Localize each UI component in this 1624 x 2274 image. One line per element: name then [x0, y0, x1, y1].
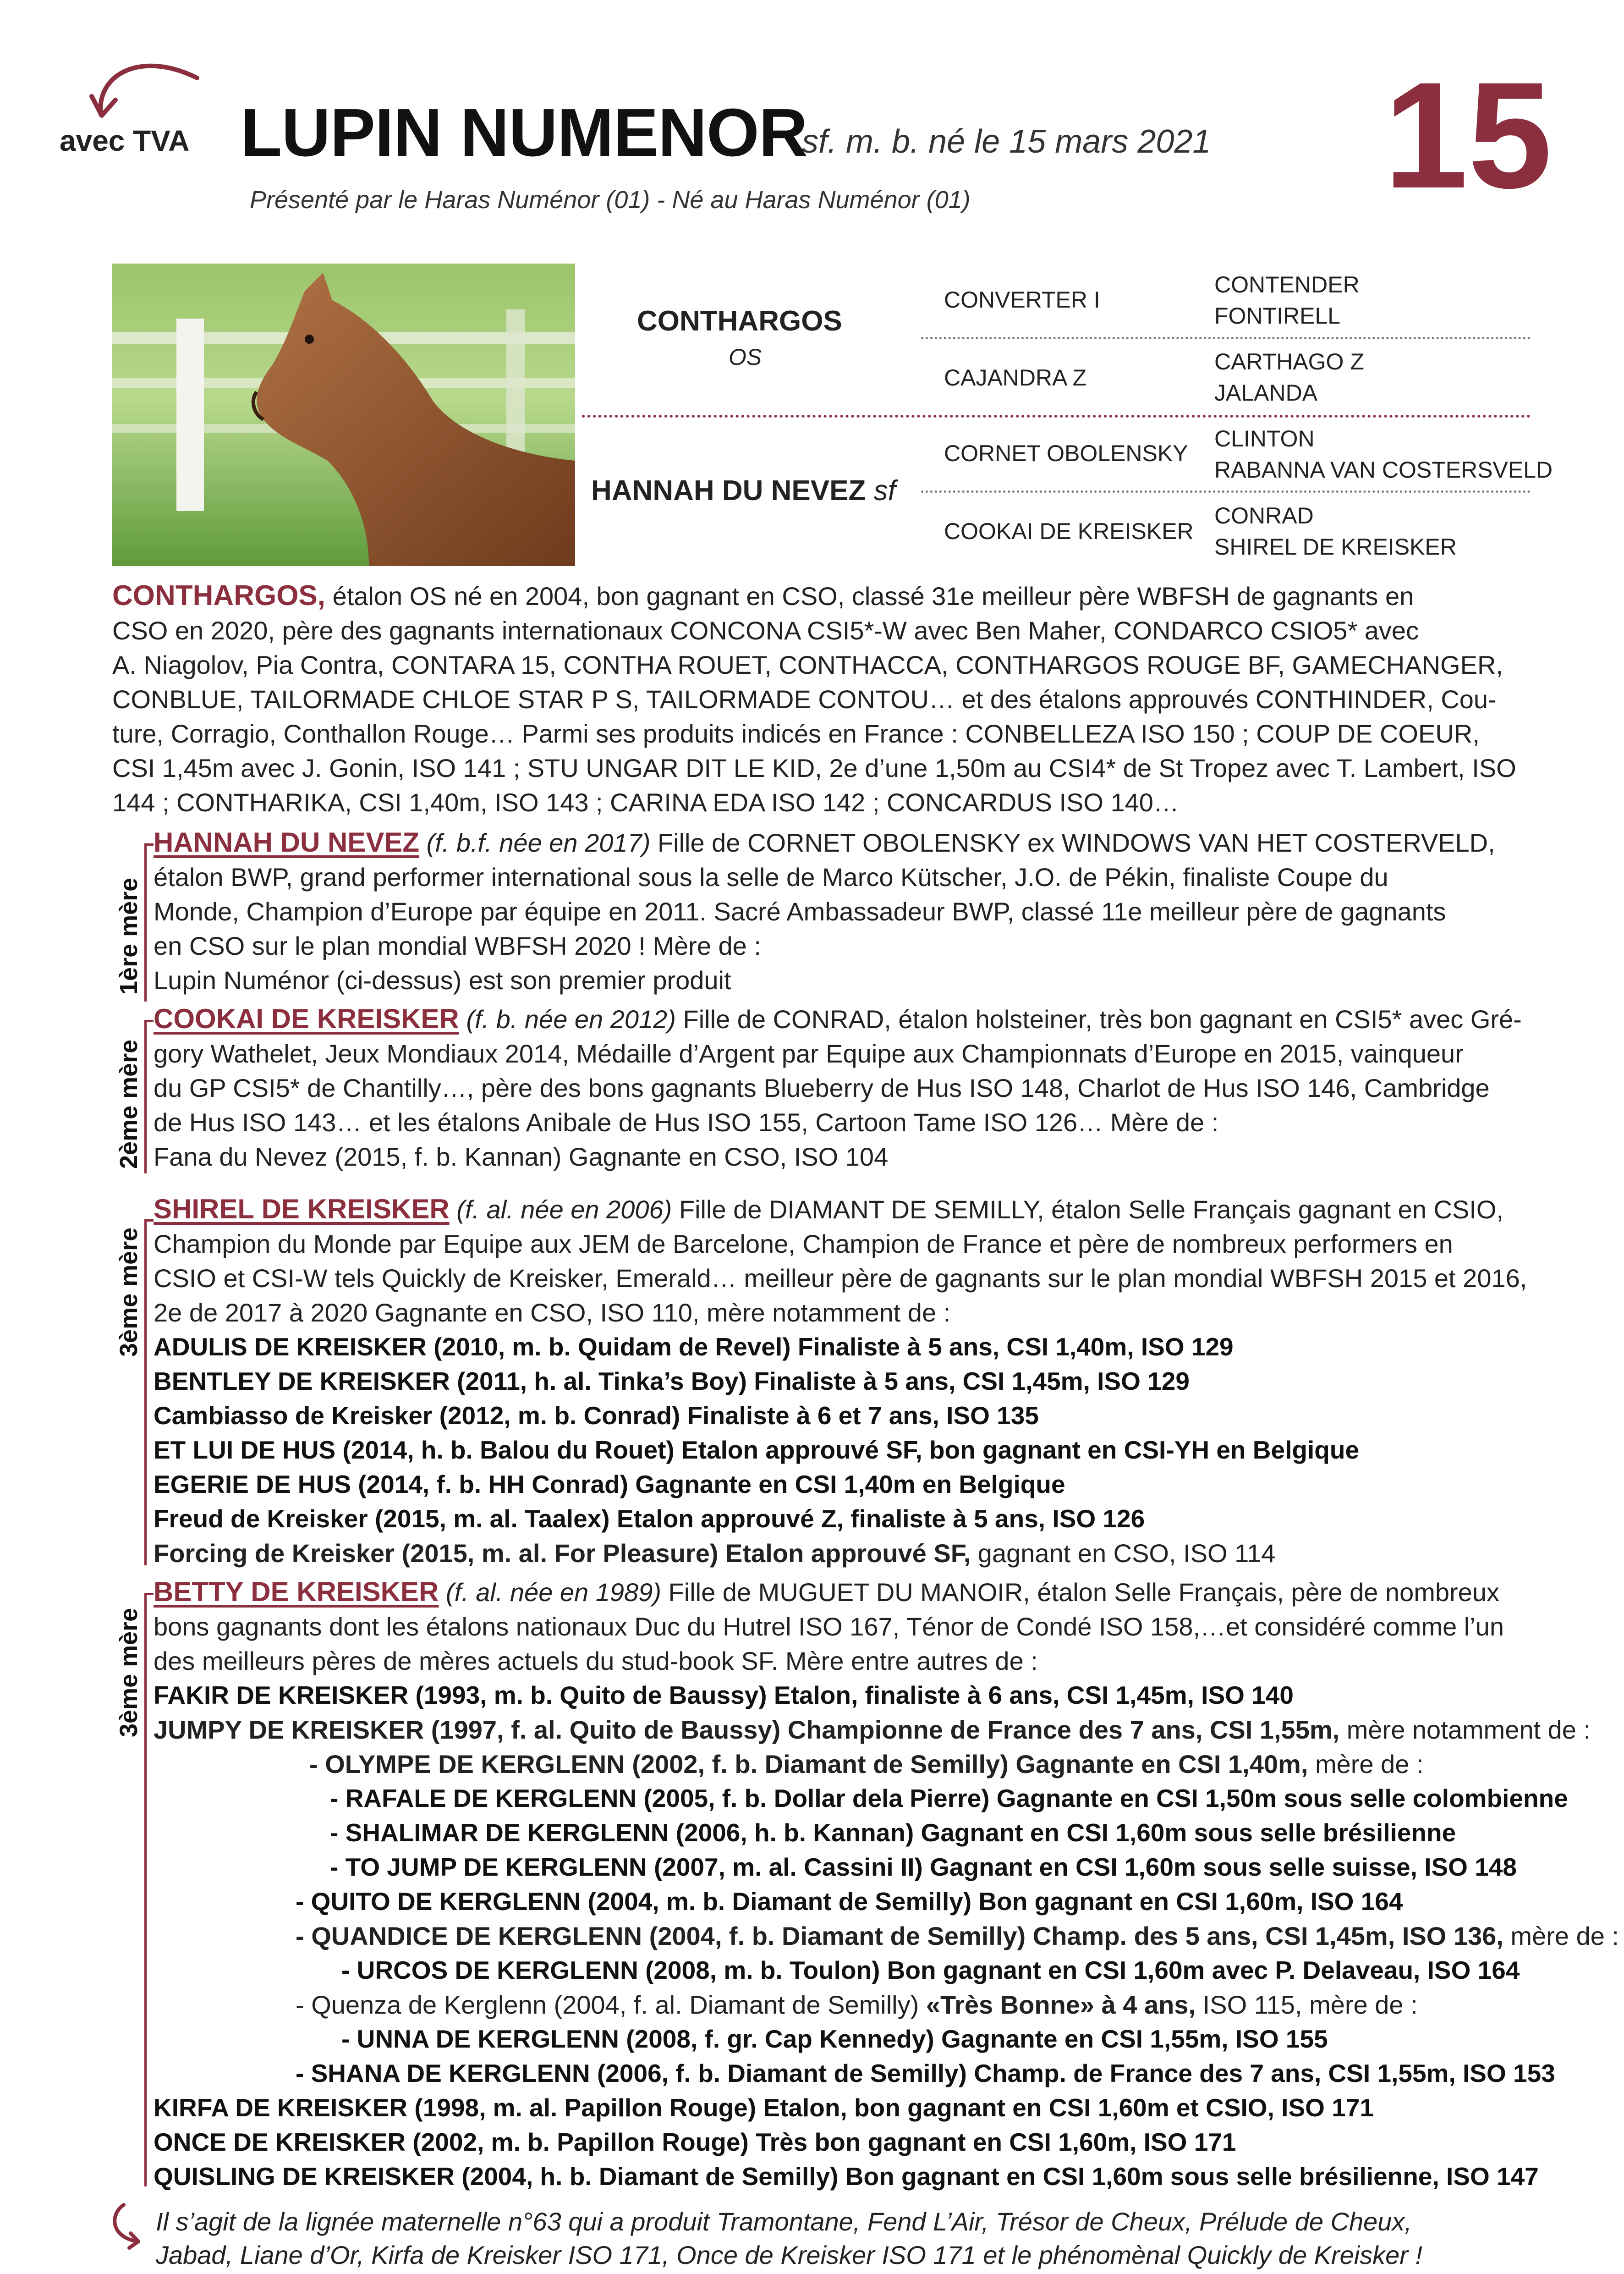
pedigree-gen2-4: COOKAI DE KREISKER [944, 518, 1194, 544]
progeny-line: - QUITO DE KERGLENN (2004, m. b. Diamant de Semilly) Bon gagnant en CSI 1,60m, ISO 164 [296, 1887, 1403, 1916]
text-line: CSO en 2020, père des gagnants internationaux CONCONA CSI5*-W avec Ben Maher, CONDARCO CSIO5* avec [112, 616, 1419, 645]
progeny-line: QUISLING DE KREISKER (2004, h. b. Diamant de Semilly) Bon gagnant en CSI 1,60m sous selle brésilienne, ISO 147 [154, 2162, 1539, 2191]
text-line: 2e de 2017 à 2020 Gagnante en CSO, ISO 110, mère notamment de : [154, 1298, 951, 1327]
pedigree-sire: CONTHARGOS [637, 305, 842, 337]
text-line: bons gagnants dont les étalons nationaux Duc du Hutrel ISO 167, Ténor de Condé ISO 158,…et considéré comme l’un [154, 1612, 1504, 1641]
section-bracket [144, 843, 154, 1002]
section-bracket [144, 1020, 154, 1173]
text-line: étalon BWP, grand performer international sous la selle de Marco Kütscher, J.O. de Pékin, finaliste Coupe du [154, 863, 1388, 892]
progeny-line [154, 1988, 1537, 2022]
progeny-line: BENTLEY DE KREISKER (2011, h. al. Tinka’s Boy) Finaliste à 5 ans, CSI 1,45m, ISO 129 [154, 1367, 1190, 1395]
dam2-paragraph [154, 1002, 1537, 1174]
text-line: CSI 1,45m avec J. Gonin, ISO 141 ; STU UNGAR DIT LE KID, 2e d’une 1,50m au CSI4* de St Tropez avec T. Lambert, ISO [112, 754, 1516, 782]
dam1-heading: HANNAH DU NEVEZ [154, 827, 420, 858]
dam4-paragraph [154, 1575, 1619, 2194]
progeny-bold: JUMPY DE KREISKER (1997, f. al. Quito de Baussy) Championne de France des 7 ans, CSI 1,55m, [154, 1715, 1340, 1744]
dam2-heading: COOKAI DE KREISKER [154, 1003, 459, 1034]
text-line [112, 578, 1537, 613]
text-line [154, 1002, 1537, 1036]
progeny-bold: Forcing de Kreisker (2015, m. al. For Pleasure) Etalon approuvé SF, [154, 1539, 971, 1568]
side-label-2: 2ème mère [115, 1039, 143, 1169]
pedigree-gen3-5: CLINTON [1214, 426, 1315, 451]
sire-heading: CONTHARGOS, [112, 580, 325, 611]
progeny-line: - TO JUMP DE KERGLENN (2007, m. al. Cassini II) Gagnant en CSI 1,60m sous selle suisse, ISO 148 [330, 1853, 1517, 1881]
progeny-line: ADULIS DE KREISKER (2010, m. b. Quidam de Revel) Finaliste à 5 ans, CSI 1,40m, ISO 129 [154, 1332, 1234, 1361]
lot-number: 15 [1384, 50, 1553, 220]
progeny-line: ET LUI DE HUS (2014, h. b. Balou du Rouet) Etalon approuvé SF, bon gagnant en CSI-YH en Belgique [154, 1436, 1360, 1464]
pedigree-gen3-1: CONTENDER [1214, 272, 1360, 297]
dam1-detail: (f. b.f. née en 2017) [426, 828, 651, 857]
text-line: en CSO sur le plan mondial WBFSH 2020 ! Mère de : [154, 931, 761, 960]
progeny-normal: - Quenza de Kerglenn (2004, f. al. Diamant de Semilly) [296, 1990, 926, 2019]
progeny-line: KIRFA DE KREISKER (1998, m. al. Papillon Rouge) Etalon, bon gagnant en CSI 1,60m et CSIO, ISO 171 [154, 2093, 1374, 2122]
progeny-normal: mère de : [1503, 1922, 1619, 1950]
dam4-detail: (f. al. née en 1989) [445, 1578, 661, 1607]
progeny-normal: mère de : [1308, 1750, 1424, 1778]
text-line [154, 1575, 1537, 1609]
text-line: Fille de MUGUET DU MANOIR, étalon Selle Français, père de nombreux [668, 1578, 1499, 1607]
pedigree-gen3-3: CARTHAGO Z [1214, 349, 1364, 374]
progeny-line: - URCOS DE KERGLENN (2008, m. b. Toulon) Bon gagnant en CSI 1,60m avec P. Delaveau, ISO 164 [341, 1956, 1520, 1984]
progeny-bold: - QUANDICE DE KERGLENN (2004, f. b. Diamant de Semilly) Champ. des 5 ans, CSI 1,45m, ISO 136, [296, 1922, 1503, 1950]
progeny-bold: «Très Bonne» à 4 ans, [926, 1990, 1196, 2019]
section-bracket [144, 1219, 154, 1565]
pedigree-gen3-7: CONRAD [1214, 503, 1314, 529]
text-line: du GP CSI5* de Chantilly…, père des bons gagnants Blueberry de Hus ISO 148, Charlot de Hus ISO 146, Cambridge [154, 1074, 1490, 1102]
pedigree-dam [591, 474, 896, 507]
progeny-line [154, 1919, 1619, 1953]
progeny-line: - SHANA DE KERGLENN (2006, f. b. Diamant de Semilly) Champ. de France des 7 ans, CSI 1,55m, ISO 153 [296, 2059, 1555, 2087]
progeny-line: - SHALIMAR DE KERGLENN (2006, h. b. Kannan) Gagnant en CSI 1,60m sous selle brésilienne [330, 1818, 1456, 1847]
pedigree-sire-stud: OS [729, 344, 762, 370]
curved-arrow-icon [87, 46, 206, 119]
pedigree-gen3-2: FONTIRELL [1214, 303, 1341, 329]
pedigree-gen3-8: SHIREL DE KREISKER [1214, 534, 1457, 560]
progeny-line: - RAFALE DE KERGLENN (2005, f. b. Dollar dela Pierre) Gagnante en CSI 1,50m sous selle colombienne [330, 1784, 1568, 1812]
dam1-paragraph [154, 825, 1537, 997]
dam2-detail: (f. b. née en 2012) [466, 1005, 676, 1034]
progeny-line: EGERIE DE HUS (2014, f. b. HH Conrad) Gagnante en CSI 1,40m en Belgique [154, 1470, 1065, 1498]
progeny-normal: gagnant en CSO, ISO 114 [971, 1539, 1276, 1568]
footer-line: Il s’agit de la lignée maternelle n°63 qui a produit Tramontane, Fend L’Air, Trésor de Cheux, Prélude de Cheux, [156, 2207, 1412, 2236]
horse-subtitle: sf. m. b. né le 15 mars 2021 [802, 123, 1211, 160]
presented-by: Présenté par le Haras Numénor (01) - Né au Haras Numénor (01) [250, 186, 971, 214]
text-line [154, 825, 1537, 860]
pedigree-gen2-3: CORNET OBOLENSKY [944, 440, 1188, 466]
text-line: CSIO et CSI-W tels Quickly de Kreisker, Emerald… meilleur père de gagnants sur le plan mondial WBFSH 2015 et 2016, [154, 1264, 1527, 1293]
progeny-line: Freud de Kreisker (2015, m. al. Taalex) Etalon approuvé Z, finaliste à 5 ans, ISO 126 [154, 1504, 1145, 1533]
dam3-heading: SHIREL DE KREISKER [154, 1194, 450, 1224]
text-line: Fille de CONRAD, étalon holsteiner, très bon gagnant en CSI5* avec Gré- [683, 1005, 1522, 1034]
tva-label: avec TVA [60, 124, 190, 157]
text-line: CONBLUE, TAILORMADE CHLOE STAR P S, TAILORMADE CONTOU… et des étalons approuvés CONTHINDER, Cou- [112, 685, 1497, 714]
pedigree-divider-main [582, 415, 1531, 418]
dam3-paragraph [154, 1192, 1537, 1570]
text-line: Fille de DIAMANT DE SEMILLY, étalon Selle Français gagnant en CSIO, [679, 1195, 1503, 1224]
pedigree-gen3-4: JALANDA [1214, 380, 1318, 406]
footer-line: Jabad, Liane d’Or, Kirfa de Kreisker ISO 171, Once de Kreisker ISO 171 et le phénomènal Quickly de Kreisker ! [156, 2241, 1423, 2269]
text-line [154, 1192, 1537, 1227]
pedigree-gen3-6: RABANNA VAN COSTERSVELD [1214, 457, 1553, 483]
dam4-heading: BETTY DE KREISKER [154, 1576, 439, 1607]
horse-name: LUPIN NUMENOR [241, 95, 807, 171]
text-line: Fille de CORNET OBOLENSKY ex WINDOWS VAN HET COSTERVELD, [657, 828, 1495, 857]
pedigree-dam-name: HANNAH DU NEVEZ [591, 475, 866, 507]
text-line: des meilleurs pères de mères actuels du stud-book SF. Mère entre autres de : [154, 1646, 1038, 1675]
text-line: Lupin Numénor (ci-dessus) est son premier produit [154, 966, 731, 995]
progeny-line: FAKIR DE KREISKER (1993, m. b. Quito de Baussy) Etalon, finaliste à 6 ans, CSI 1,45m, ISO 140 [154, 1681, 1294, 1709]
return-arrow-icon [105, 2200, 151, 2251]
text-line: Champion du Monde par Equipe aux JEM de Barcelone, Champion de France et père de nombreux performers en [154, 1229, 1453, 1258]
side-label-1: 1ère mère [115, 877, 143, 995]
progeny-normal: ISO 115, mère de : [1196, 1990, 1418, 2019]
progeny-line [154, 1536, 1537, 1570]
text-line: ture, Corragio, Conthallon Rouge… Parmi ses produits indicés en France : CONBELLEZA ISO 150 ; COUP DE COEUR, [112, 719, 1480, 748]
side-label-4: 3ème mère [115, 1608, 143, 1737]
pedigree-gen2-2: CAJANDRA Z [944, 365, 1087, 391]
progeny-bold: - OLYMPE DE KERGLENN (2002, f. b. Diamant de Semilly) Gagnante en CSI 1,40m, [309, 1750, 1308, 1778]
sire-paragraph [112, 578, 1537, 820]
horse-photo [112, 264, 575, 566]
text-line: Fana du Nevez (2015, f. b. Kannan) Gagnante en CSO, ISO 104 [154, 1142, 889, 1171]
progeny-line: Cambiasso de Kreisker (2012, m. b. Conrad) Finaliste à 6 et 7 ans, ISO 135 [154, 1401, 1039, 1430]
section-bracket [144, 1593, 154, 2186]
footer-note [156, 2205, 1521, 2272]
side-label-3: 3ème mère [115, 1227, 143, 1357]
pedigree-divider [921, 337, 1531, 339]
progeny-line [154, 1747, 1537, 1781]
pedigree-dam-stud: sf [873, 475, 896, 507]
text-line: A. Niagolov, Pia Contra, CONTARA 15, CONTHA ROUET, CONTHACCA, CONTHARGOS ROUGE BF, GAMECHANGER, [112, 650, 1503, 679]
pedigree-divider [921, 490, 1531, 493]
progeny-line [154, 1712, 1591, 1747]
text-line: Monde, Champion d’Europe par équipe en 2011. Sacré Ambassadeur BWP, classé 11e meilleur père de gagnants [154, 897, 1446, 926]
text-line: étalon OS né en 2004, bon gagnant en CSO, classé 31e meilleur père WBFSH de gagnants en [332, 582, 1414, 611]
progeny-line: ONCE DE KREISKER (2002, m. b. Papillon Rouge) Très bon gagnant en CSI 1,60m, ISO 171 [154, 2128, 1236, 2156]
text-line: gory Wathelet, Jeux Mondiaux 2014, Médaille d’Argent par Equipe aux Championnats d’Europe en 2015, vainqueur [154, 1039, 1464, 1068]
progeny-line: - UNNA DE KERGLENN (2008, f. gr. Cap Kennedy) Gagnante en CSI 1,55m, ISO 155 [341, 2025, 1328, 2053]
pedigree-gen2-1: CONVERTER I [944, 287, 1100, 313]
text-line: de Hus ISO 143… et les étalons Anibale de Hus ISO 155, Cartoon Tame ISO 126… Mère de : [154, 1108, 1219, 1137]
dam3-detail: (f. al. née en 2006) [456, 1195, 672, 1224]
progeny-normal: mère notamment de : [1339, 1715, 1591, 1744]
text-line: 144 ; CONTHARIKA, CSI 1,40m, ISO 143 ; CARINA EDA ISO 142 ; CONCARDUS ISO 140… [112, 788, 1179, 817]
